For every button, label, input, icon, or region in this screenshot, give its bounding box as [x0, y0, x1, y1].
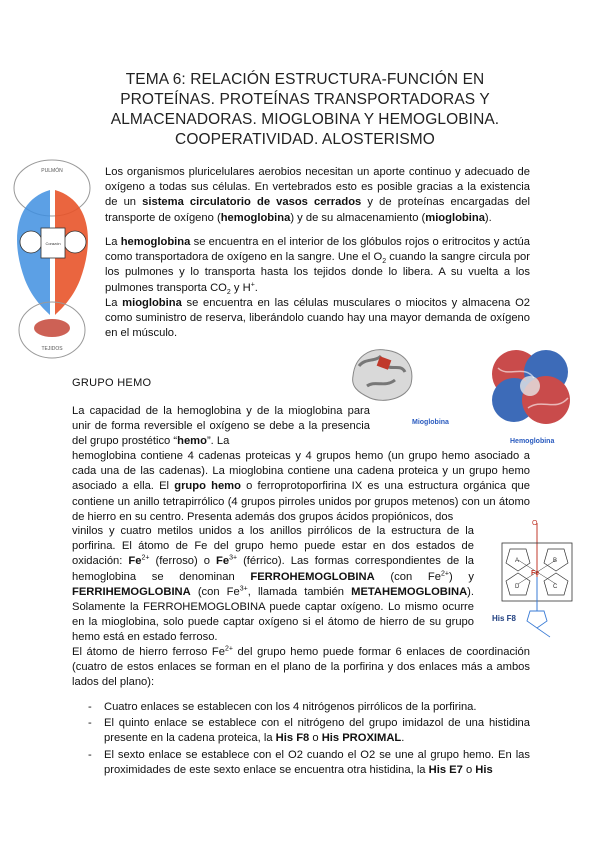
hemoglobin-caption: Hemoglobina — [510, 438, 555, 445]
heart-label: Corazón — [45, 241, 61, 246]
oxidation-paragraph: vinilos y cuatro metilos unidos a los anillos pirrólicos de la estructura de la porfirina. El átomo de Fe del grupo hemo puede estar en dos estados de oxidación: $Fe^{2+}$ (ferroso) o $Fe^{3+}$ (férrico). Las formas correspondientes de la hemoglobina se denominan FERROHEMOGLOBINA (con $Fe^{2+}$) y FERRIHEMOGLOBINA (con $Fe^{3+}$, llamada también METAHEMOGLOBINA). Solamente la FERROHEMOGLOBINA puede captar oxígeno. Lo mismo ocurre en la mioglobina, solo puede captar oxígeno si el átomo de hierro de su grupo hemo está en estado ferroso. — [72, 525, 474, 644]
myoglobin-caption: Mioglobina — [412, 419, 449, 426]
ring-c-label: C — [553, 584, 558, 590]
list-item: - El sexto enlace se establece con el O2 cuando el O2 se une al grupo hemo. En las proximidades de este sexto enlace se encuentra otra histidina, la His E7 o His — [72, 748, 530, 778]
list-item: - Cuatro enlaces se establecen con los 4 nitrógenos pirrólicos de la porfirina. — [72, 700, 530, 715]
ring-a-label: A — [515, 558, 520, 564]
right-pump — [64, 231, 86, 253]
circulation-diagram — [5, 150, 100, 365]
left-pump — [20, 231, 42, 253]
ring-b-label: B — [553, 558, 558, 564]
page-title: TEMA 6: RELACIÓN ESTRUCTURA-FUNCIÓN EN PROTEÍNAS. PROTEÍNAS TRANSPORTADORAS Y ALMACENADORAS. MIOGLOBINA Y HEMOGLOBINA. COOPERATIVIDAD. ALOSTERISMO — [110, 71, 500, 148]
hemoglobin-figure — [484, 338, 580, 434]
tissue-core — [34, 319, 70, 337]
section-heading: GRUPO HEMO — [72, 377, 152, 389]
heme-intro-paragraph: La capacidad de la hemoglobina y de la mioglobina para unir de forma reversible el oxígeno se debe a la presencia del grupo prostético “hemo”. La — [72, 405, 370, 448]
lung-label: PULMÓN — [41, 168, 63, 174]
bond-list — [72, 700, 530, 779]
tissue-label: TEJIDOS — [41, 346, 63, 352]
iron-label: Fe — [531, 570, 540, 577]
list-item: - El quinto enlace se establece con el nitrógeno del grupo imidazol de una histidina presente en la cadena proteica, la His F8 o His PROXIMAL. — [72, 716, 530, 746]
svg-text:O: O — [532, 520, 538, 527]
hemoglobin-paragraph: La hemoglobina se encuentra en el interior de los glóbulos rojos o eritrocitos y actúa como transportadora de oxígeno en la sangre. Une el $O_2$ cuando la sangre circula por los pulmones y lo transporta hasta los tejidos donde lo libera. A su vuelta a los pulmones transporta $CO_2$ y H+. — [105, 236, 530, 296]
heme-structure-paragraph: hemoglobina contiene 4 cadenas proteicas y 4 grupos hemo (un grupo hemo asociado a cada una de las cadenas). La mioglobina contiene una cadena proteica y un grupo hemo asociado a ella. El grupo hemo o ferroprotoporfirina IX es una estructura orgánica que contiene un anillo tetrapirrólico (4 grupos pirroles unidos por grupos metenos) con un átomo de hierro en su centro. Presenta además dos grupos ácidos propiónicos, dos — [72, 450, 530, 523]
intro-paragraph: Los organismos pluricelulares aerobios necesitan un aporte continuo y adecuado de oxígeno a todas sus células. En vertebrados esto es posible gracias a la existencia de un sistema circulatorio de vasos cerrados y de proteínas encargadas del transporte de oxígeno (hemoglobina) y de su almacenamiento (mioglobina). — [105, 166, 530, 224]
coordination-paragraph: El átomo de hierro ferroso $Fe^{2+}$ del grupo hemo puede formar 6 enlaces de coordinación (cuatro de estos enlaces se forman en el plano de la porfirina y dos enlaces más a ambos lados del plano): — [72, 645, 530, 689]
myoglobin-paragraph: La mioglobina se encuentra en las células musculares o miocitos y almacena O2 como suministro de reserva, liberándolo cuando hay una mayor demanda de oxígeno en el músculo. — [105, 297, 530, 340]
his-f8-caption: His F8 — [492, 614, 517, 623]
myoglobin-figure — [345, 336, 420, 408]
ring-d-label: D — [515, 584, 520, 590]
